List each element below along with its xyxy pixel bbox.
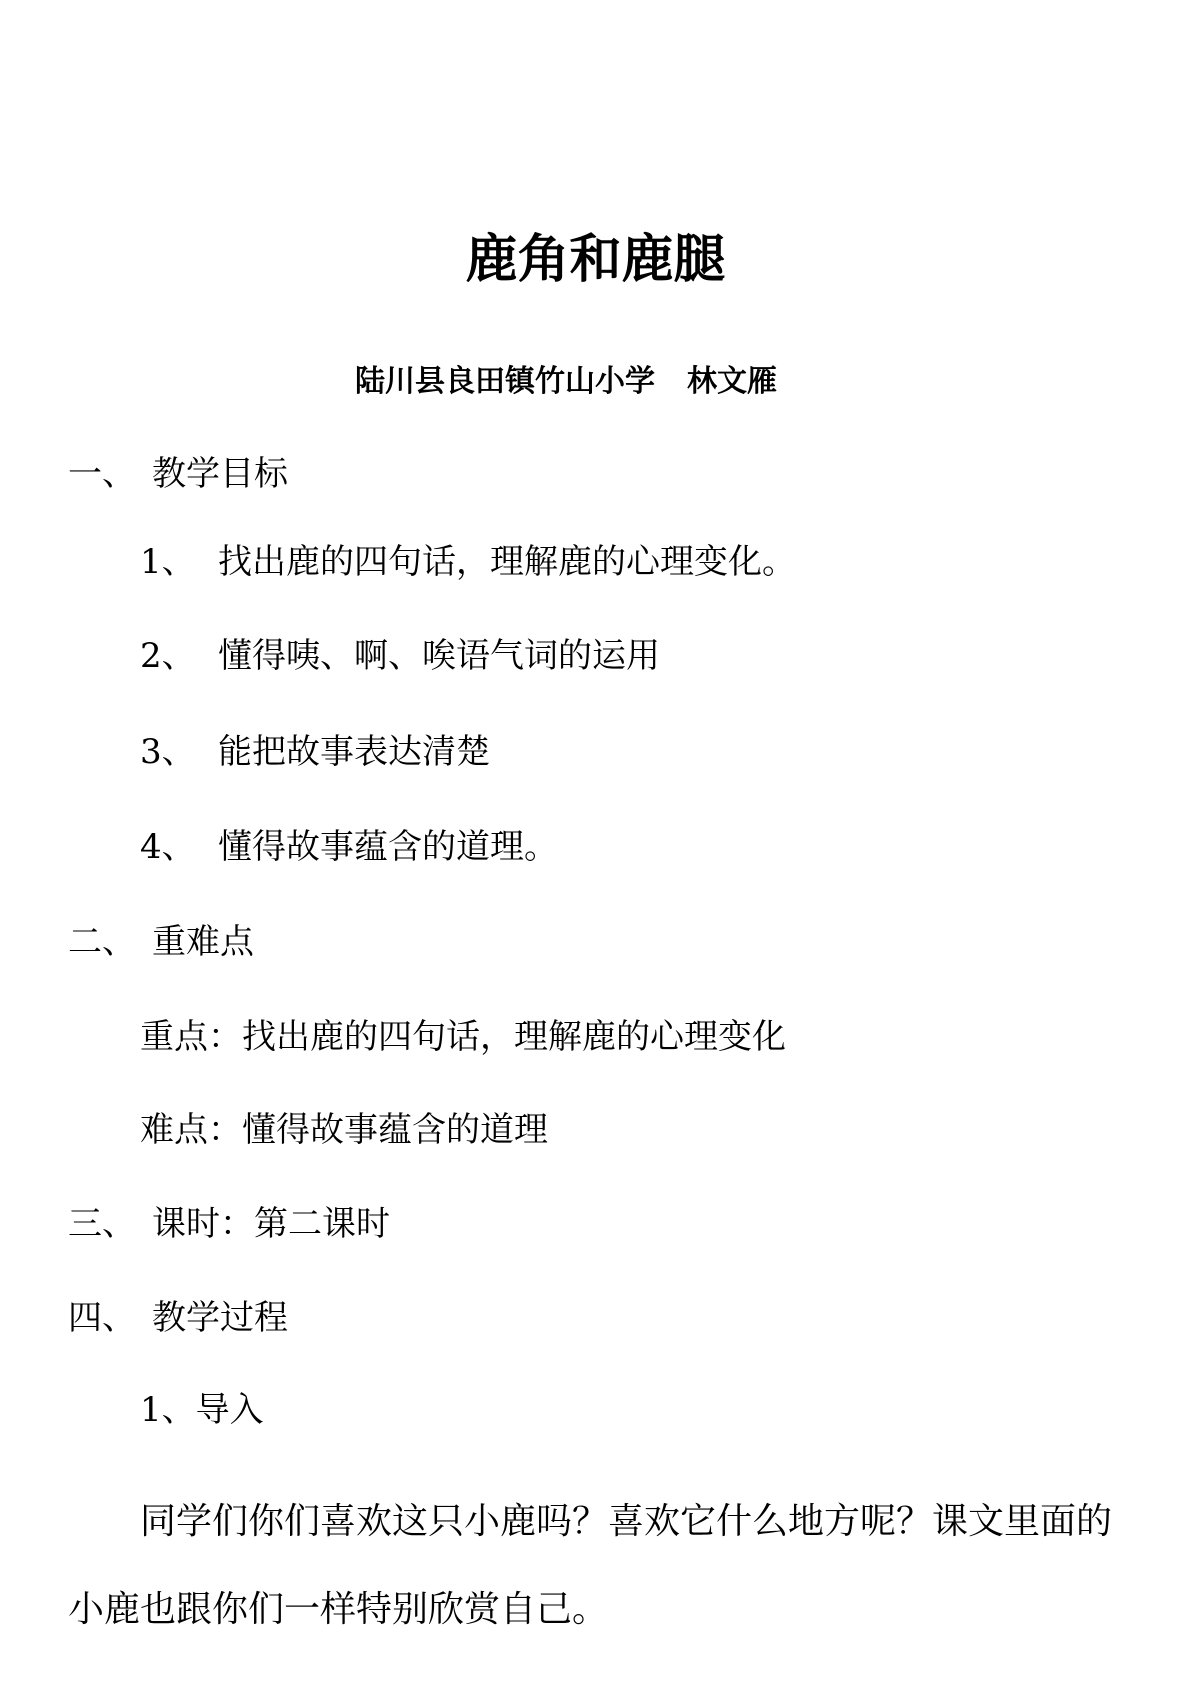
section-number: 四、: [68, 1298, 136, 1338]
author-line: [355, 360, 777, 404]
author-name: 林文雁: [687, 364, 777, 399]
item-text: 找出鹿的四句话，理解鹿的心理变化。: [218, 542, 796, 582]
section-heading-teaching-process: [68, 1296, 288, 1340]
section-title: 课时：第二课时: [152, 1204, 390, 1244]
subsection-intro: 1、导入: [140, 1390, 264, 1430]
section-heading-objectives: [68, 452, 288, 496]
difficulty-line: 难点：懂得故事蕴含的道理: [140, 1110, 548, 1150]
list-item: [140, 730, 490, 774]
item-number: 1、: [140, 542, 196, 582]
section-title: 教学目标: [152, 454, 288, 494]
item-number: 2、: [140, 636, 196, 676]
list-item: [140, 540, 796, 584]
section-number: 二、: [68, 922, 136, 962]
document-title: 鹿角和鹿腿: [465, 230, 726, 290]
list-item: [140, 634, 660, 678]
intro-paragraph: 同学们你们喜欢这只小鹿吗？喜欢它什么地方呢？课文里面的小鹿也跟你们一样特别欣赏自己。: [68, 1501, 1113, 1630]
section-title: 教学过程: [152, 1298, 288, 1338]
section-heading-lesson-period: [68, 1202, 390, 1246]
section-title: 重难点: [152, 922, 254, 962]
item-text: 懂得故事蕴含的道理。: [218, 827, 558, 867]
section-number: 三、: [68, 1204, 136, 1244]
section-number: 一、: [68, 454, 136, 494]
item-text: 懂得咦、啊、唉语气词的运用: [218, 636, 660, 676]
author-school: 陆川县良田镇竹山小学: [355, 364, 655, 399]
item-text: 能把故事表达清楚: [218, 732, 490, 772]
item-number: 4、: [140, 827, 196, 867]
section-heading-key-difficult: [68, 920, 254, 964]
list-item: [140, 825, 558, 869]
key-point-line: 重点：找出鹿的四句话，理解鹿的心理变化: [140, 1017, 786, 1057]
item-number: 3、: [140, 732, 196, 772]
